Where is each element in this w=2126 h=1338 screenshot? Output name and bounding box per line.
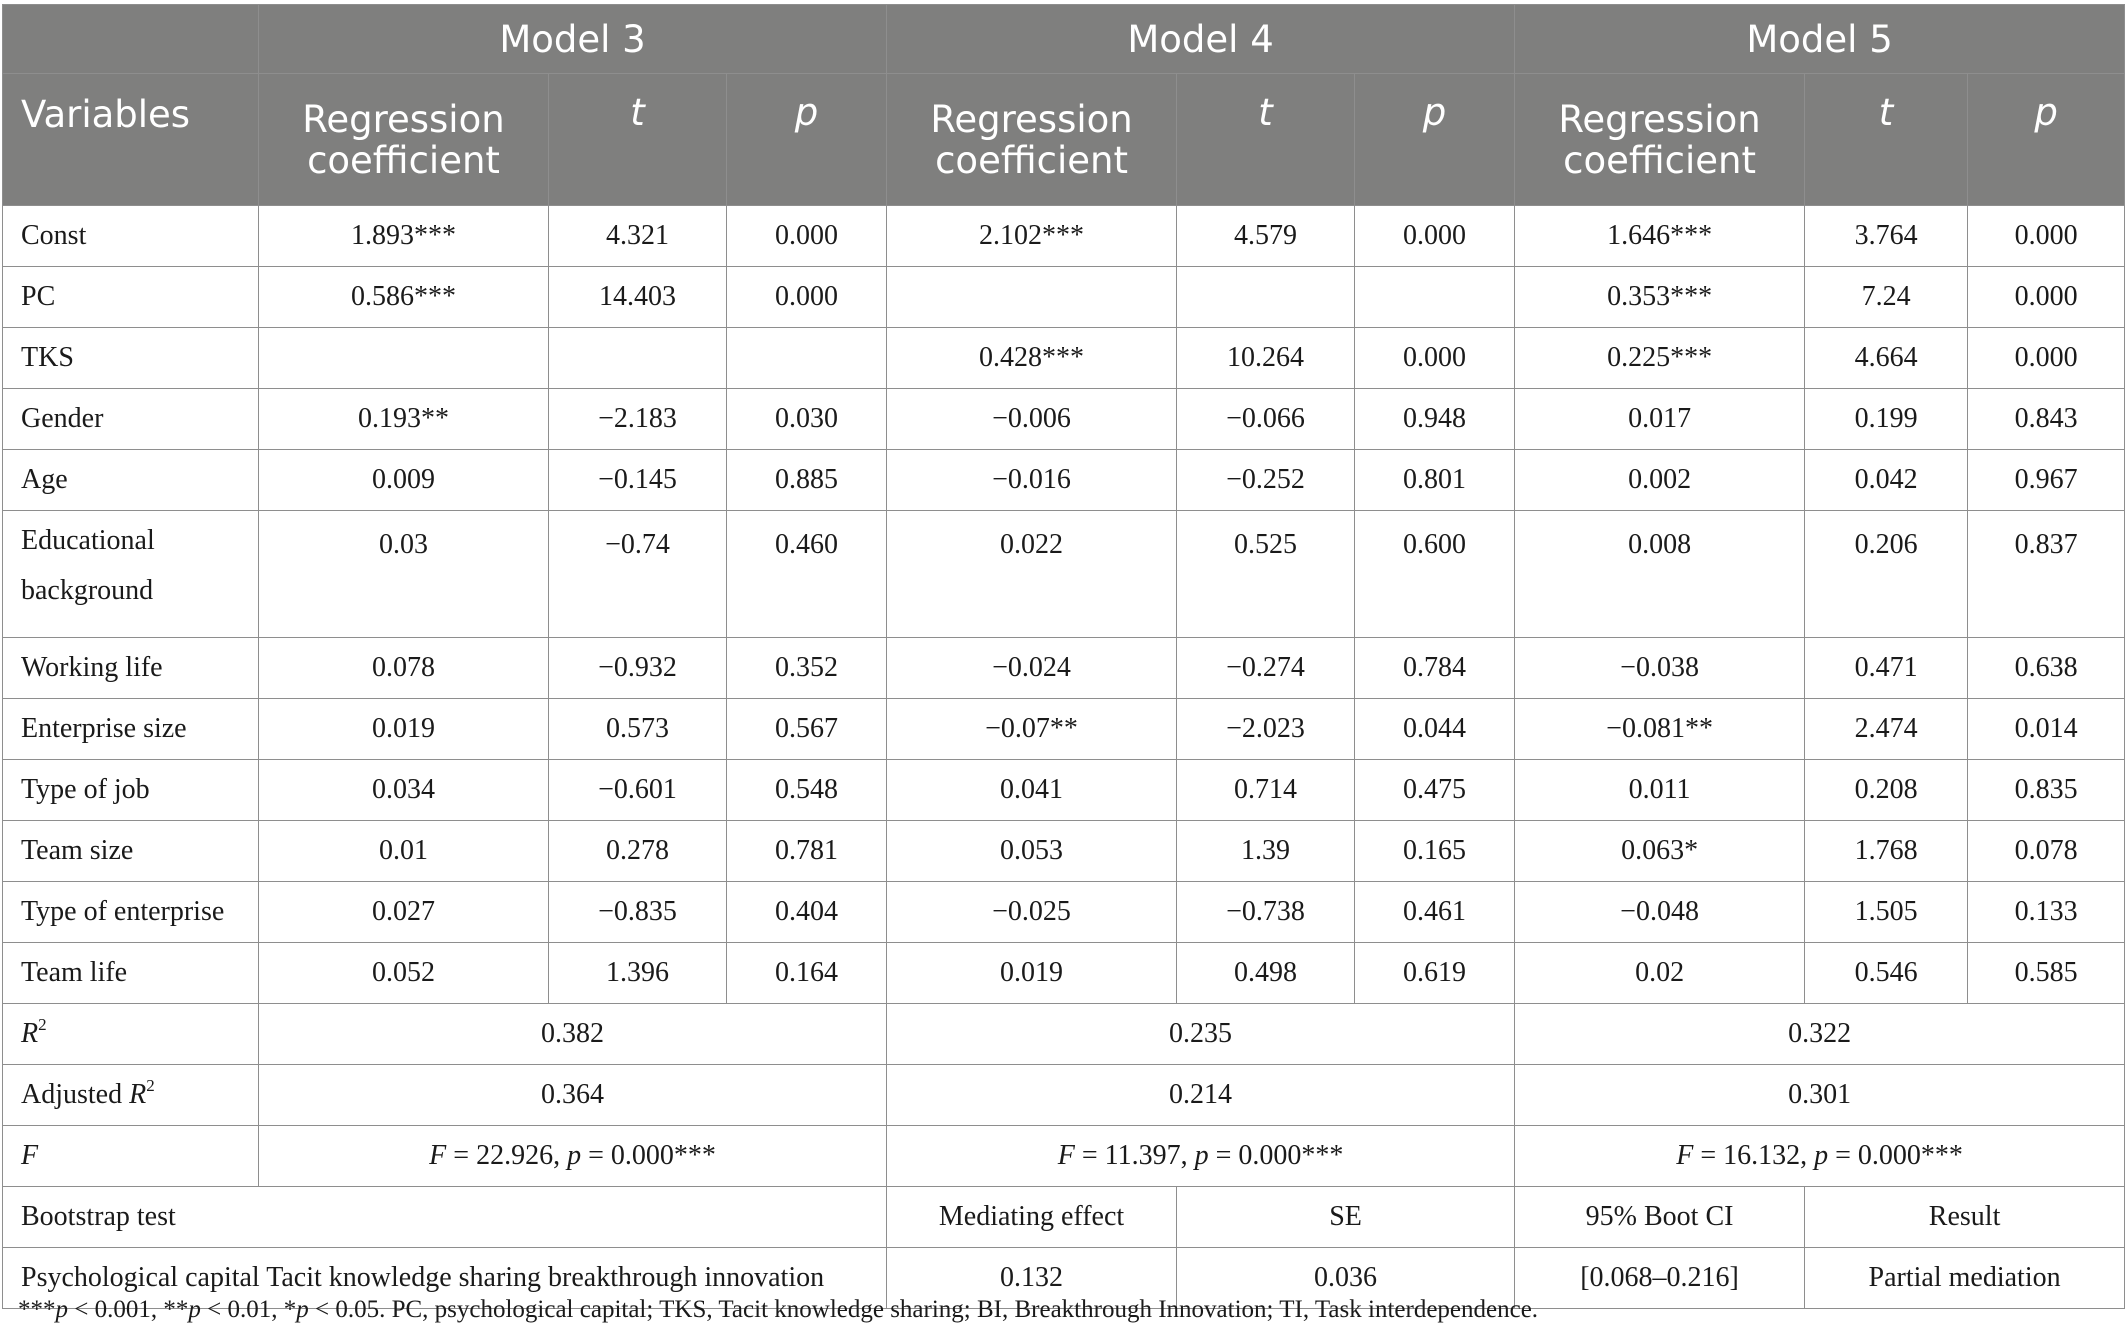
f-value: F = 22.926, p = 0.000*** [259,1126,887,1187]
variable-label: Working life [3,638,259,699]
p-cell: 0.600 [1355,511,1515,638]
p-header: p [1968,74,2125,206]
coef-cell: 0.019 [887,943,1177,1004]
adj-r2-value: 0.214 [887,1065,1515,1126]
variable-label: Gender [3,389,259,450]
r2-value: 0.235 [887,1004,1515,1065]
bootstrap-header: Result [1805,1187,2125,1248]
r2-value: 0.322 [1515,1004,2125,1065]
coef-cell: 0.017 [1515,389,1805,450]
variable-label: Type of enterprise [3,882,259,943]
coef-cell: 0.03 [259,511,549,638]
bootstrap-value: 0.132 [887,1248,1177,1309]
coef-cell: 0.034 [259,760,549,821]
t-cell: 7.24 [1805,267,1968,328]
t-cell: 0.498 [1177,943,1355,1004]
coef-cell: −0.025 [887,882,1177,943]
table-footnote: ***p < 0.001, **p < 0.01, *p < 0.05. PC, psychological capital; TKS, Tacit knowledge sharing; BI, Breakthrough Innovation; TI, Task interdependence. [18,1296,1539,1323]
p-cell: 0.548 [727,760,887,821]
t-cell: 1.396 [549,943,727,1004]
f-value: F = 16.132, p = 0.000*** [1515,1126,2125,1187]
bootstrap-value: [0.068–0.216] [1515,1248,1805,1309]
t-cell: −0.932 [549,638,727,699]
coef-cell: 0.02 [1515,943,1805,1004]
variable-label: Age [3,450,259,511]
coef-cell: −0.024 [887,638,1177,699]
variable-label: Enterprise size [3,699,259,760]
t-cell: 1.39 [1177,821,1355,882]
coef-cell: −0.048 [1515,882,1805,943]
table-row [3,638,2125,699]
t-cell: 1.768 [1805,821,1968,882]
variables-header: Variables [3,74,259,206]
t-cell: −0.066 [1177,389,1355,450]
model-header: Model 5 [1515,5,2125,74]
t-cell: 0.525 [1177,511,1355,638]
bootstrap-value: 0.036 [1177,1248,1515,1309]
coef-header: Regression coefficient [887,74,1177,206]
t-cell: 1.505 [1805,882,1968,943]
t-cell: 4.579 [1177,206,1355,267]
coef-cell: 0.428*** [887,328,1177,389]
coef-cell: −0.038 [1515,638,1805,699]
p-cell: 0.460 [727,511,887,638]
t-cell [1177,267,1355,328]
t-cell: 0.546 [1805,943,1968,1004]
coef-cell: 0.063* [1515,821,1805,882]
coef-cell: 0.01 [259,821,549,882]
coef-cell: 0.078 [259,638,549,699]
t-header: t [549,74,727,206]
table-row [3,760,2125,821]
table-row [3,943,2125,1004]
t-cell: −2.023 [1177,699,1355,760]
model-header: Model 4 [887,5,1515,74]
f-label: F [3,1126,259,1187]
t-cell: 0.208 [1805,760,1968,821]
p-cell: 0.948 [1355,389,1515,450]
t-cell: −0.274 [1177,638,1355,699]
t-cell: −0.74 [549,511,727,638]
table-row [3,882,2125,943]
p-cell: 0.837 [1968,511,2125,638]
t-cell: −0.252 [1177,450,1355,511]
variable-label: Team life [3,943,259,1004]
coef-cell [259,328,549,389]
adj-r2-label: Adjusted $R^2$ [3,1065,259,1126]
table-row [3,206,2125,267]
coef-cell: −0.07** [887,699,1177,760]
p-cell: 0.784 [1355,638,1515,699]
r2-row [3,1004,2125,1065]
f-row [3,1126,2125,1187]
bootstrap-path-label: Psychological capital Tacit knowledge sharing breakthrough innovation [3,1248,887,1309]
corner-cell [3,5,259,74]
coef-header: Regression coefficient [1515,74,1805,206]
coef-cell: 0.027 [259,882,549,943]
adj-r2-row [3,1065,2125,1126]
t-cell: 3.764 [1805,206,1968,267]
t-header: t [1177,74,1355,206]
p-cell: 0.000 [1968,267,2125,328]
variable-label-text: Educational background [21,525,155,606]
adj-r2-value: 0.364 [259,1065,887,1126]
t-cell: 0.471 [1805,638,1968,699]
coef-cell: 1.646*** [1515,206,1805,267]
p-cell: 0.619 [1355,943,1515,1004]
p-cell: 0.801 [1355,450,1515,511]
t-cell: 0.573 [549,699,727,760]
bootstrap-header: 95% Boot CI [1515,1187,1805,1248]
p-cell: 0.352 [727,638,887,699]
p-cell: 0.000 [727,267,887,328]
t-cell: 14.403 [549,267,727,328]
coef-cell: 0.041 [887,760,1177,821]
p-cell: 0.404 [727,882,887,943]
variable-label: Team size [3,821,259,882]
t-cell: 0.199 [1805,389,1968,450]
coef-cell: 0.353*** [1515,267,1805,328]
coef-cell: 0.225*** [1515,328,1805,389]
t-header: t [1805,74,1968,206]
table-row [3,699,2125,760]
model-header: Model 3 [259,5,887,74]
t-cell: 0.206 [1805,511,1968,638]
p-cell: 0.044 [1355,699,1515,760]
regression-table [2,4,2125,1309]
coef-cell: 0.022 [887,511,1177,638]
p-cell: 0.000 [1355,206,1515,267]
t-cell: −0.601 [549,760,727,821]
p-cell: 0.000 [727,206,887,267]
table-body [3,206,2125,1004]
p-cell: 0.781 [727,821,887,882]
model-header-row [3,5,2125,74]
table-row [3,821,2125,882]
p-cell: 0.000 [1968,206,2125,267]
p-cell: 0.000 [1968,328,2125,389]
coef-cell: 0.008 [1515,511,1805,638]
t-cell: 4.321 [549,206,727,267]
p-cell [727,328,887,389]
p-cell: 0.014 [1968,699,2125,760]
coef-cell: 0.193** [259,389,549,450]
coef-cell: −0.006 [887,389,1177,450]
coef-cell: 0.052 [259,943,549,1004]
column-header-row [3,74,2125,206]
coef-cell: 0.019 [259,699,549,760]
p-cell: 0.475 [1355,760,1515,821]
r2-value: 0.382 [259,1004,887,1065]
adj-r2-value: 0.301 [1515,1065,2125,1126]
t-cell: 0.278 [549,821,727,882]
table-row [3,450,2125,511]
coef-cell: 1.893*** [259,206,549,267]
coef-cell: 2.102*** [887,206,1177,267]
bootstrap-header: SE [1177,1187,1515,1248]
table-row [3,267,2125,328]
bootstrap-header: Mediating effect [887,1187,1177,1248]
p-cell: 0.000 [1355,328,1515,389]
t-cell: 0.714 [1177,760,1355,821]
variable-label: PC [3,267,259,328]
t-cell: 10.264 [1177,328,1355,389]
bootstrap-header-row [3,1187,2125,1248]
f-value: F = 11.397, p = 0.000*** [887,1126,1515,1187]
t-cell: −0.738 [1177,882,1355,943]
bootstrap-label: Bootstrap test [3,1187,887,1248]
table-row [3,389,2125,450]
coef-cell: −0.016 [887,450,1177,511]
coef-cell: 0.011 [1515,760,1805,821]
t-cell: 0.042 [1805,450,1968,511]
table-row [3,328,2125,389]
p-cell: 0.133 [1968,882,2125,943]
p-cell: 0.585 [1968,943,2125,1004]
coef-cell: 0.586*** [259,267,549,328]
p-cell: 0.885 [727,450,887,511]
p-cell: 0.030 [727,389,887,450]
p-cell: 0.461 [1355,882,1515,943]
p-cell: 0.638 [1968,638,2125,699]
coef-cell: 0.053 [887,821,1177,882]
coef-cell: 0.009 [259,450,549,511]
p-cell: 0.843 [1968,389,2125,450]
p-cell: 0.165 [1355,821,1515,882]
t-cell: 2.474 [1805,699,1968,760]
coef-cell: 0.002 [1515,450,1805,511]
coef-cell: −0.081** [1515,699,1805,760]
p-cell: 0.967 [1968,450,2125,511]
t-cell [549,328,727,389]
p-cell: 0.164 [727,943,887,1004]
t-cell: 4.664 [1805,328,1968,389]
r2-label: $R^2$ [3,1004,259,1065]
table-row [3,511,2125,638]
t-cell: −0.145 [549,450,727,511]
bootstrap-value: Partial mediation [1805,1248,2125,1309]
variable-label: Const [3,206,259,267]
p-cell: 0.835 [1968,760,2125,821]
variable-label: Type of job [3,760,259,821]
coef-cell [887,267,1177,328]
p-cell: 0.078 [1968,821,2125,882]
variable-label [3,511,259,638]
variable-label: TKS [3,328,259,389]
t-cell: −2.183 [549,389,727,450]
t-cell: −0.835 [549,882,727,943]
p-cell [1355,267,1515,328]
p-header: p [727,74,887,206]
p-header: p [1355,74,1515,206]
p-cell: 0.567 [727,699,887,760]
coef-header: Regression coefficient [259,74,549,206]
